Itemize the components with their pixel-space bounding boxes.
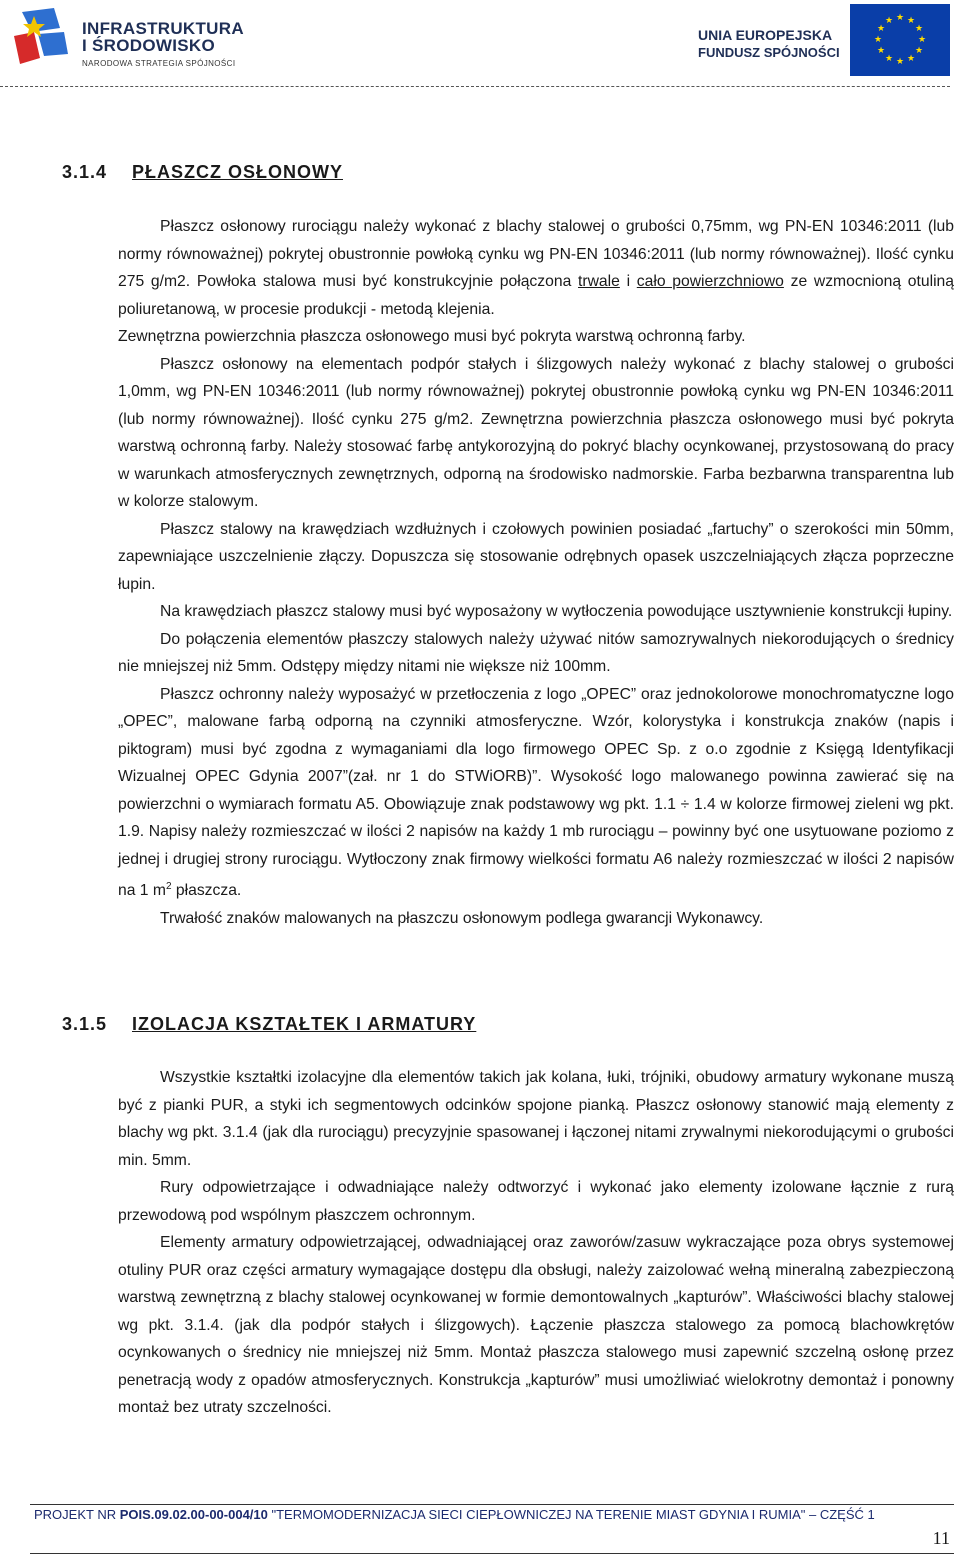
brand-line1: INFRASTRUKTURA: [82, 19, 244, 38]
svg-text:★: ★: [906, 16, 916, 26]
footer-divider: [30, 1504, 954, 1505]
text-run: płaszcza.: [171, 882, 242, 900]
eu-flag-icon: [850, 4, 950, 76]
svg-text:★: ★: [873, 35, 883, 45]
svg-text:★: ★: [884, 16, 894, 26]
svg-text:★: ★: [876, 46, 886, 56]
infrastruktura-logo: [12, 6, 252, 70]
paragraph: Elementy armatury odpowietrzającej, odwadniającej oraz zaworów/zasuw wykraczające poza obrys systemowej otuliny PUR oraz części armatury wymagające dostępu dla obsługi, należy zaizolować wełną mineralną zabezpieczoną warstwą zewnętrzną z blachy stalowej ocynkowanej w formie demontowalnych „kapturów”. Właściwości blachy stalowej wg pkt. 3.1.4. (jak dla podpór stałych i ślizgowych). Łączenie płaszcza stalowego za pomocą blachowkrętów ocynkowanych o średnicy nie mniejszej niż 5mm. Montaż płaszcza stalowego musi zapewnić szczelną osłonę przez penetracją wody z opadów atmosferycznych. Konstrukcja „kapturów” musi umożliwiać wielokrotny demontaż i ponowny montaż bez utraty szczelności.: [118, 1234, 954, 1416]
eu-line2: FUNDUSZ SPÓJNOŚCI: [698, 45, 840, 60]
svg-text:★: ★: [895, 13, 905, 23]
svg-text:★: ★: [884, 54, 894, 64]
text-run: i: [619, 273, 637, 290]
svg-text:★: ★: [914, 46, 924, 56]
brand-text: [82, 20, 244, 72]
logo-emblem-icon: [12, 6, 72, 70]
section-body-314: [118, 213, 954, 932]
section-title: PŁASZCZ OSŁONOWY: [132, 162, 343, 182]
paragraph: Płaszcz osłonowy na elementach podpór stałych i ślizgowych należy wykonać z blachy stalowej o grubości 1,0mm, wg PN-EN 10346:2011 (lub normy równoważnej) pokrytej obustronnie powłoką cynku wg PN-EN 10346:2011 (lub normy równoważnej). Ilość cynku 275 g/m2. Zewnętrzna powierzchnia płaszcza osłonowego musi być pokryta warstwą ochronną farby. Należy stosować farbę antykorozyjną do pokryć blachy ocynkowanej, przystosowaną do pracy w warunkach atmosferycznych zewnętrznych, odporną na środowisko nadmorskie. Farba bezbarwna transparentna lub w kolorze stalowym.: [118, 355, 954, 510]
superscript: 2: [165, 881, 172, 892]
svg-text:★: ★: [876, 24, 886, 34]
eu-text: [698, 26, 840, 62]
footer-project-number: POIS.09.02.00-00-004/10: [119, 1507, 268, 1522]
text-run: ze wzmocnioną otuliną poliuretanową, w procesie produkcji - metodą klejenia.: [118, 273, 955, 318]
brand-line2: I ŚRODOWISKO: [82, 36, 215, 55]
paragraph: [118, 681, 954, 905]
svg-text:★: ★: [895, 57, 905, 67]
text-run: Płaszcz ochronny należy wyposażyć w przetłoczenia z logo „OPEC” oraz jednokolorowe monochromatyczne logo „OPEC”, malowane farbą odporną na czynniki atmosferyczne. Wzór, kolorystyka i konstrukcja znaków (napis i piktogram) musi być zgodna z wymaganiami dla logo firmowego OPEC Sp. z o.o zgodnie z Księgą Identyfikacji Wizualnej OPEC Gdynia 2007”(zał. nr 1 do STWiORB)”. Wysokość logo malowanego powinna zawierać się na powierzchni o wymiarach formatu A5. Obowiązuje znak podstawowy wg pkt. 1.1 ÷ 1.4 w kolorze firmowej zieleni wg pkt. 1.9. Napisy należy rozmieszczać w ilości 2 napisów na każdy 1 mb rurociągu – powinny być one usytuowane poziomo z jednej i drugiej strony rurociągu. Wytłoczony znak firmowy wielkości formatu A6 należy rozmieszczać w ilości 2 napisów na 1 m: [118, 685, 954, 900]
bottom-divider: [30, 1553, 954, 1554]
section-heading-314: [62, 162, 343, 183]
footer-prefix: PROJEKT NR: [34, 1507, 120, 1522]
paragraph: Trwałość znaków malowanych na płaszczu osłonowym podlega gwarancji Wykonawcy.: [160, 909, 764, 927]
paragraph: Rury odpowietrzające i odwadniające należy odtworzyć i wykonać jako elementy izolowane łącznie z rurą przewodową pod wspólnym płaszczem ochronnym.: [118, 1179, 954, 1224]
section-number: 3.1.5: [62, 1014, 108, 1034]
paragraph: Zewnętrzna powierzchnia płaszcza osłonowego musi być pokryta warstwą ochronną farby.: [118, 328, 746, 345]
paragraph: Na krawędziach płaszcz stalowy musi być wyposażony w wytłoczenia powodujące usztywnienie konstrukcji łupiny.: [160, 603, 953, 620]
paragraph: [118, 213, 954, 323]
text-run-underlined: cało powierzchniowo: [636, 273, 784, 290]
paragraph: Wszystkie kształtki izolacyjne dla elementów takich jak kolana, łuki, trójniki, obudowy armatury wykonane muszą być z pianki PUR, a styki ich segmentowych odcinków spojone pianką. Płaszcz osłonowy stanowić mają elementy z blachy wg pkt. 3.1.4 (jak dla rurociągu) precyzyjnie spasowanej i łączonej nitami zrywalnymi niekorodującymi o grubości min. 5mm.: [118, 1069, 954, 1169]
page-number: 11: [932, 1528, 950, 1548]
section-number: 3.1.4: [62, 162, 108, 182]
section-title: IZOLACJA KSZTAŁTEK I ARMATURY: [132, 1014, 477, 1034]
text-run-underlined: trwale: [578, 273, 620, 290]
brand-line3: NARODOWA STRATEGIA SPÓJNOŚCI: [82, 59, 236, 68]
svg-text:★: ★: [906, 54, 916, 64]
eu-logo: [698, 4, 950, 80]
svg-text:★: ★: [917, 35, 927, 45]
text-run: Płaszcz osłonowy rurociągu należy wykonać z blachy stalowej o grubości 0,75mm, wg PN-EN 10346:2011 (lub normy równoważnej) pokrytej obustronnie powłoką cynku wg PN-EN 10346:2011 (lub normy równoważnej). Ilość cynku 275 g/m2. Powłoka stalowa musi być konstrukcyjnie połączona: [118, 218, 954, 290]
page-header: [0, 0, 960, 100]
eu-line1: UNIA EUROPEJSKA: [698, 27, 833, 43]
footer-title: "TERMOMODERNIZACJA SIECI CIEPŁOWNICZEJ NA TERENIE MIAST GDYNIA I RUMIA" – CZĘŚĆ 1: [267, 1507, 875, 1522]
page-footer: [34, 1507, 875, 1522]
section-body-315: [118, 1064, 954, 1422]
svg-text:★: ★: [914, 24, 924, 34]
header-divider: [0, 86, 950, 87]
section-heading-315: [62, 1014, 476, 1035]
paragraph: Do połączenia elementów płaszczy stalowych należy używać nitów samozrywalnych niekorodujących o średnicy nie mniejszej niż 5mm. Odstępy między nitami nie większe niż 100mm.: [118, 630, 954, 675]
paragraph: Płaszcz stalowy na krawędziach wzdłużnych i czołowych powinien posiadać „fartuchy” o szerokości min 50mm, zapewniające uszczelnienie złączy. Dopuszcza się stosowanie odrębnych opasek uszczelniających złącza poprzeczne łupin.: [118, 520, 954, 593]
